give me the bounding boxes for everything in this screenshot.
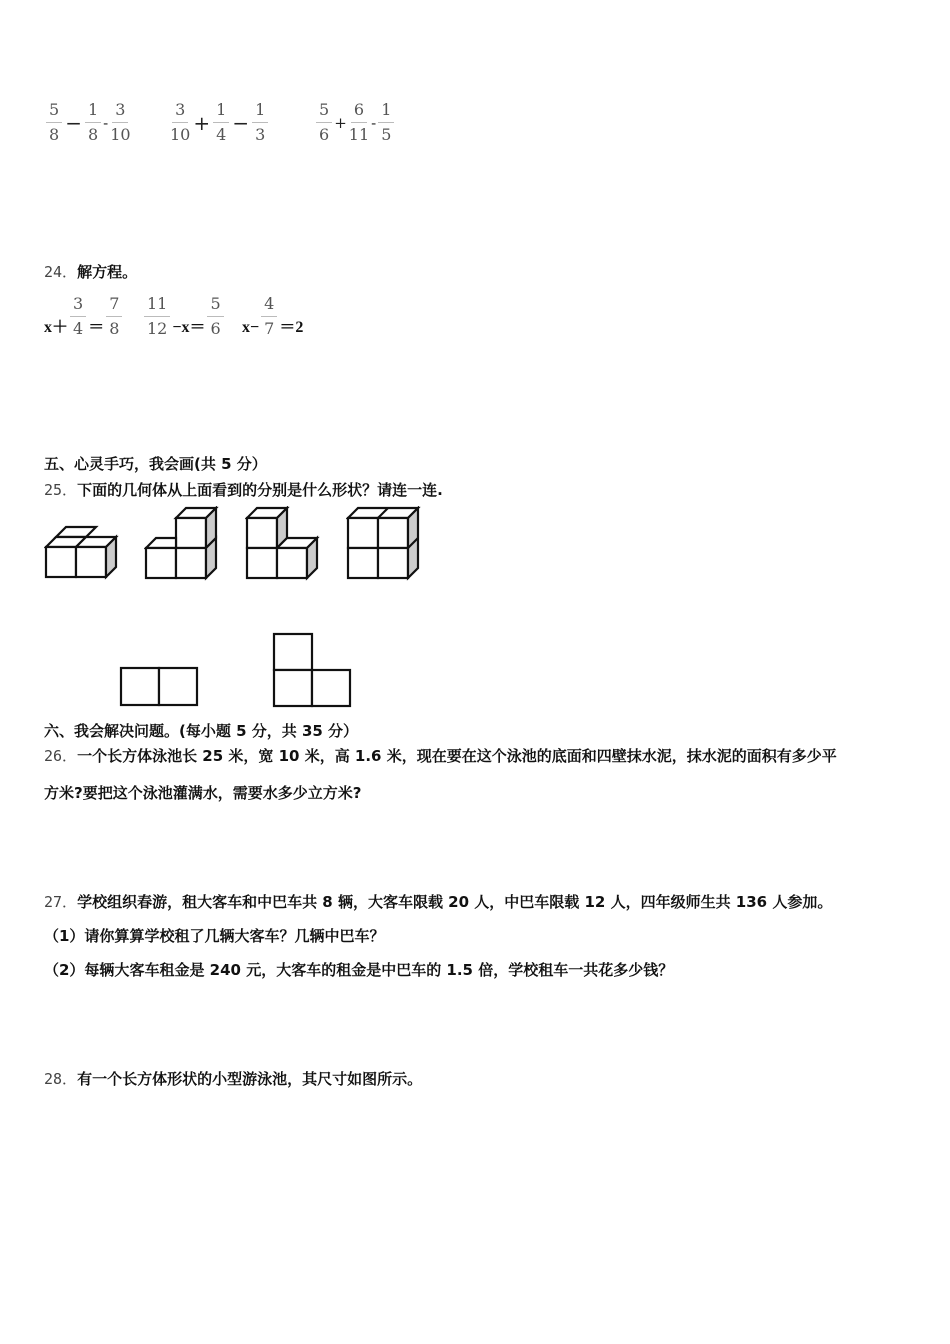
top-view-two-squares xyxy=(119,666,199,708)
fraction: $\frac{4}{7}$ xyxy=(261,294,277,339)
fraction: $\frac{3}{4}$ xyxy=(70,294,86,339)
equation-1 xyxy=(44,294,124,339)
operator: − xyxy=(65,110,82,135)
equation-prefix: x＋ xyxy=(44,319,69,336)
question-27 xyxy=(44,891,832,912)
fraction: $\frac{7}{8}$ xyxy=(106,294,122,339)
equation-middle: −x＝ xyxy=(172,319,206,336)
fraction: $\frac{1}{8}$ xyxy=(85,100,101,145)
equation-2 xyxy=(142,294,226,339)
question-number: 26． xyxy=(44,747,78,765)
fraction: $\frac{5}{6}$ xyxy=(207,294,223,339)
fraction: $\frac{5}{6}$ xyxy=(316,100,332,145)
fraction: $\frac{3}{10}$ xyxy=(170,100,191,144)
question-number: 27． xyxy=(44,893,78,911)
fraction: $\frac{1}{4}$ xyxy=(213,100,229,145)
section-6-heading: 六、我会解决问题。(每小题 5 分，共 35 分） xyxy=(44,722,359,740)
question-text: 一个长方体泳池长 25 米，宽 10 米，高 1.6 米，现在要在这个泳池的底面和四壁抹水泥，抹水泥的面积有多少平 xyxy=(77,747,837,765)
operator: - xyxy=(103,113,109,132)
solid-figure-3 xyxy=(245,506,321,582)
fraction: $\frac{1}{3}$ xyxy=(252,100,268,145)
expression-1 xyxy=(44,100,133,145)
question-text: 学校组织春游，租大客车和中巴车共 8 辆，大客车限载 20 人，中巴车限载 12 人，四年级师生共 136 人参加。 xyxy=(77,893,833,911)
operator: + xyxy=(193,110,211,135)
equation-3 xyxy=(242,294,303,339)
solid-figure-1 xyxy=(44,525,120,581)
question-27-part-2: （2）每辆大客车租金是 240 元，大客车的租金是中巴车的 1.5 倍，学校租车一共花多少钱？ xyxy=(44,961,674,979)
question-25 xyxy=(44,479,443,500)
expression-3 xyxy=(314,100,396,145)
top-view-l-shape xyxy=(272,632,352,709)
operator: - xyxy=(371,113,377,132)
fraction: $\frac{11}{12}$ xyxy=(144,294,170,339)
operator: + xyxy=(334,113,347,132)
question-28 xyxy=(44,1068,422,1089)
section-5-heading: 五、心灵手巧，我会画(共 5 分） xyxy=(44,455,267,473)
question-27-part-1: （1）请你算算学校租了几辆大客车？几辆中巴车？ xyxy=(44,927,385,945)
question-number: 28． xyxy=(44,1070,78,1088)
equals: ＝ xyxy=(88,319,105,336)
question-text: 下面的几何体从上面看到的分别是什么形状？请连一连. xyxy=(77,481,443,499)
expression-2 xyxy=(168,100,270,145)
question-number: 25． xyxy=(44,481,78,499)
equation-result: ＝2 xyxy=(279,319,304,336)
question-number: 24． xyxy=(44,263,78,281)
fraction: $\frac{6}{11}$ xyxy=(348,100,370,144)
fraction: $\frac{3}{10}$ xyxy=(110,100,131,144)
question-title: 解方程。 xyxy=(77,263,138,281)
fraction: $\frac{5}{8}$ xyxy=(46,100,62,145)
fraction: $\frac{1}{5}$ xyxy=(378,100,394,145)
solid-figure-4 xyxy=(346,506,422,582)
question-24-heading xyxy=(44,261,137,282)
operator: − xyxy=(232,110,250,135)
solid-figure-2 xyxy=(144,506,220,582)
equation-prefix: x− xyxy=(242,319,260,336)
question-text: 有一个长方体形状的小型游泳池，其尺寸如图所示。 xyxy=(77,1070,423,1088)
question-26-line-2: 方米?要把这个泳池灌满水，需要水多少立方米? xyxy=(44,784,362,802)
question-26-line-1 xyxy=(44,745,837,766)
